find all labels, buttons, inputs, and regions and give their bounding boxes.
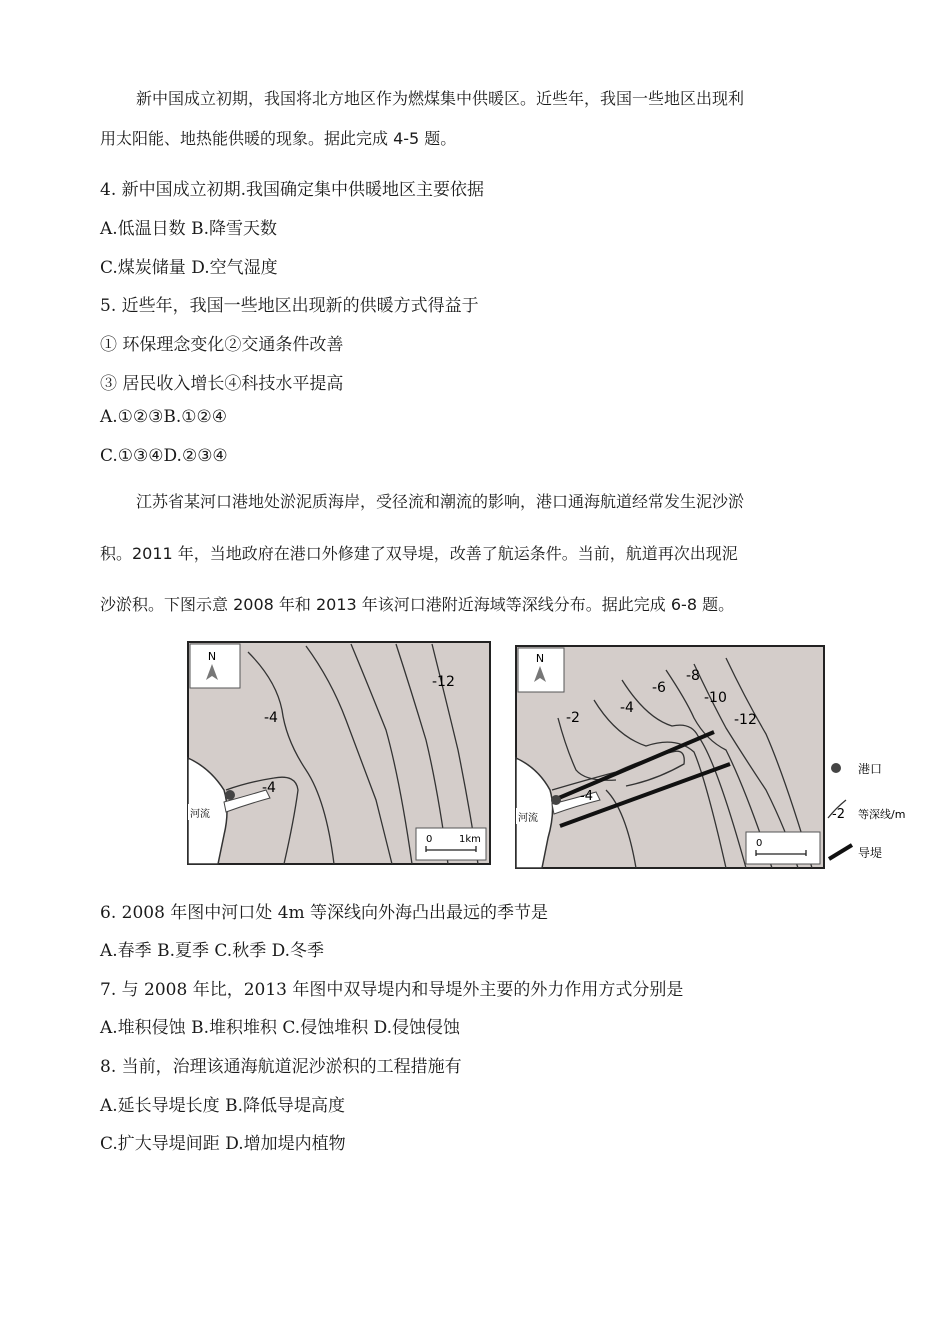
map-2008-river-label: 河流 xyxy=(190,809,210,820)
contour-maps-figure xyxy=(186,640,926,890)
question-5-items-34: ③ 居民收入增长④科技水平提高 xyxy=(100,374,344,394)
map-2013-contour-label-6: -12 xyxy=(734,712,757,728)
question-4-options-ab: A.低温日数 B.降雪天数 xyxy=(100,219,277,239)
map-2013-contour-label-4: -8 xyxy=(686,668,700,684)
question-5-options-cd: C.①③④D.②③④ xyxy=(100,446,228,466)
map-2008-port-marker xyxy=(225,790,235,800)
legend-port-icon xyxy=(831,763,841,773)
map-2013-scale-zero: 0 xyxy=(756,838,763,849)
map-2008-north-label: N xyxy=(207,650,217,663)
legend-jetty-icon xyxy=(829,845,852,859)
question-7-options: A.堆积侵蚀 B.堆积堆积 C.侵蚀堆积 D.侵蚀侵蚀 xyxy=(100,1018,461,1038)
map-2013-contour-label-7: -4 xyxy=(580,789,593,804)
question-5-stem: 5. 近些年，我国一些地区出现新的供暖方式得益于 xyxy=(100,296,479,316)
legend-depth-sample: -2 xyxy=(832,807,845,822)
map-2008 xyxy=(188,642,490,864)
question-4-stem: 4. 新中国成立初期.我国确定集中供暖地区主要依据 xyxy=(100,180,485,200)
map-2008-contour-label-3: -12 xyxy=(432,674,455,690)
question-4-options-cd: C.煤炭储量 D.空气湿度 xyxy=(100,258,278,278)
map-2013-contour-label-3: -6 xyxy=(652,680,666,696)
question-7-stem: 7. 与 2008 年比，2013 年图中双导堤内和导堤外主要的外力作用方式分别是 xyxy=(100,980,684,1000)
passage-1-line-2: 用太阳能、地热能供暖的现象。据此完成 4-5 题。 xyxy=(100,129,457,148)
map-2013-port-marker xyxy=(551,795,561,805)
question-6-stem: 6. 2008 年图中河口处 4m 等深线向外海凸出最远的季节是 xyxy=(100,903,549,923)
map-2013-contour-label-1: -2 xyxy=(566,710,580,726)
map-2013-north-label: N xyxy=(535,652,545,665)
question-8-options-cd: C.扩大导堤间距 D.增加堤内植物 xyxy=(100,1134,346,1154)
passage-2-line-1: 江苏省某河口港地处淤泥质海岸，受径流和潮流的影响，港口通海航道经常发生泥沙淤 xyxy=(136,492,745,511)
map-2013-contour-label-5: -10 xyxy=(704,690,727,706)
passage-2-line-3: 沙淤积。下图示意 2008 年和 2013 年该河口港附近海域等深线分布。据此完成 6-8 题。 xyxy=(100,595,735,614)
question-8-stem: 8. 当前，治理该通海航道泥沙淤积的工程措施有 xyxy=(100,1057,462,1077)
map-2013-river-label: 河流 xyxy=(518,813,538,824)
map-2008-scale-zero: 0 xyxy=(426,834,433,845)
map-2013-contour-label-2: -4 xyxy=(620,700,634,716)
legend-depth-label: 等深线/m xyxy=(858,808,906,821)
map-legend xyxy=(828,761,905,860)
map-2008-scale-unit: 1km xyxy=(459,834,481,845)
legend-jetty-label: 导堤 xyxy=(858,846,883,860)
passage-1-line-1: 新中国成立初期，我国将北方地区作为燃煤集中供暖区。近些年，我国一些地区出现利 xyxy=(136,89,745,108)
question-8-options-ab: A.延长导堤长度 B.降低导堤高度 xyxy=(100,1096,345,1116)
question-5-items-12: ① 环保理念变化②交通条件改善 xyxy=(100,335,344,355)
passage-2-line-2: 积。2011 年，当地政府在港口外修建了双导堤，改善了航运条件。当前，航道再次出现泥 xyxy=(100,544,738,563)
contour-maps-svg xyxy=(186,640,926,890)
legend-port-label: 港口 xyxy=(858,762,883,776)
map-2008-contour-label-1: -4 xyxy=(262,780,276,796)
map-2013 xyxy=(516,646,824,868)
map-2008-contour-label-2: -4 xyxy=(264,710,278,726)
question-6-options: A.春季 B.夏季 C.秋季 D.冬季 xyxy=(100,941,325,961)
question-5-options-ab: A.①②③B.①②④ xyxy=(100,407,228,427)
